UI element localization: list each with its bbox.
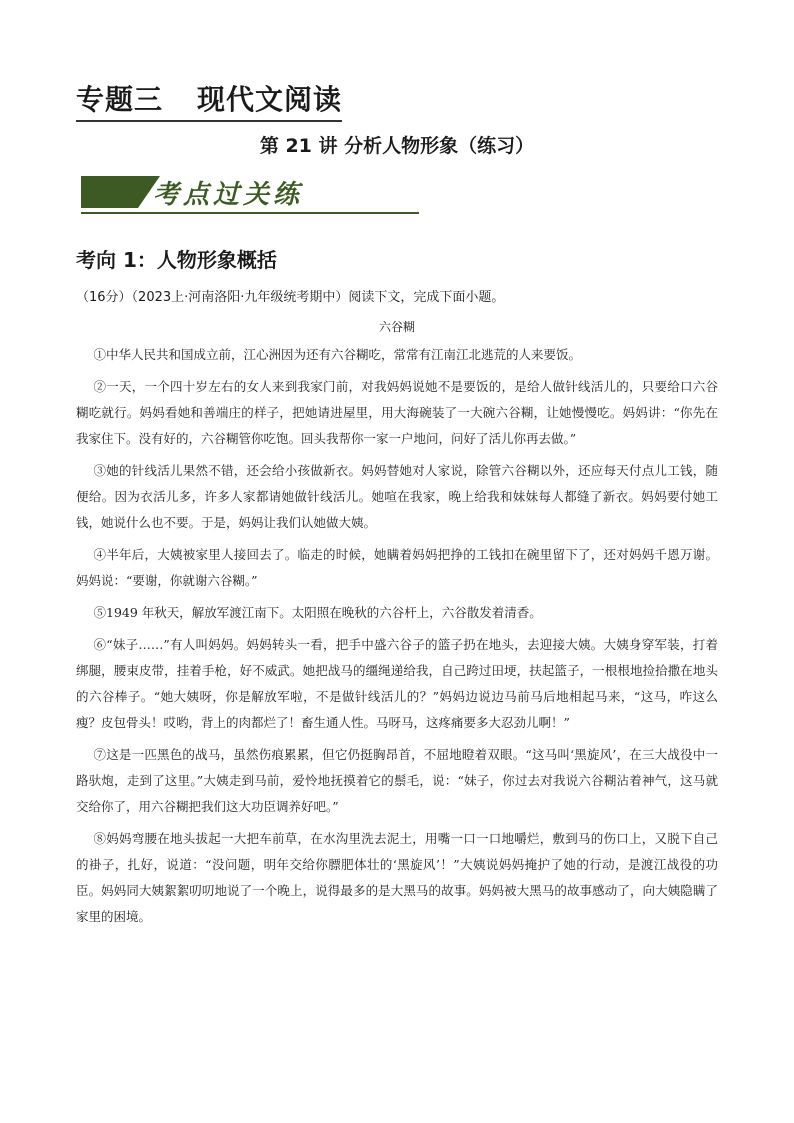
paragraph: ⑥“妹子……”有人叫妈妈。妈妈转头一看，把手中盛六谷子的篮子扔在地头，去迎接大姨。大姨身穿军装，打着绑腿，腰束皮带，挂着手枪，好不威武。她把战马的缰绳递给我，自己跨过田埂，扶起篮子，一根根地捡拾撒在地头的六谷棒子。“她大姨呀，你是解放军啦，不是做针线活儿的？”妈妈边说边马前马后地相起马来，“这马，咋这么瘦？皮包骨头！哎哟，背上的肉都烂了！畜生通人性。马呀马，这疼痛要多大忍劲儿啊！” (76, 637, 718, 730)
lecture-title: 第 21 讲 分析人物形象（练习） (259, 135, 535, 157)
paragraph: ⑧妈妈弯腰在地头拔起一大把车前草，在水沟里洗去泥土，用嘴一口一口地嚼烂，敷到马的伤口上，又脱下自己的褂子，扎好，说道：“没问题，明年交给你膘肥体壮的‘黑旋风’！”大姨说妈妈掩护了她的行动，是渡江战役的功臣。妈妈同大姨絮絮叨叨地说了一个晚上，说得最多的是大黑马的故事。妈妈被大黑马的故事感动了，向大姨隐瞒了家里的困境。 (76, 831, 718, 924)
banner-label: 考点过关练 (153, 180, 304, 210)
subject-label: 现代文阅读 (197, 83, 343, 116)
paragraph: ④半年后，大姨被家里人接回去了。临走的时候，她瞒着妈妈把挣的工钱扣在碗里留下了，还对妈妈千恩万谢。妈妈说：“要谢，你就谢六谷糊。” (76, 547, 718, 588)
passage-title: 六谷糊 (378, 320, 415, 334)
paragraph: ⑤1949 年秋天，解放军渡江南下。太阳照在晚秋的六谷杆上，六谷散发着清香。 (93, 605, 542, 620)
paragraph: ②一天，一个四十岁左右的女人来到我家门前，对我妈妈说她不是要饭的，是给人做针线活儿的，只要给口六谷糊吃就行。妈妈看她和善端庄的样子，把她请进屋里，用大海碗装了一大碗六谷糊，让她慢慢吃。妈妈讲：“你先在我家住下。没有好的，六谷糊管你吃饱。回头我帮你一家一户地问，问好了活儿你再去做。” (76, 379, 718, 446)
paragraph: ①中华人民共和国成立前，江心洲因为还有六谷糊吃，常常有江南江北逃荒的人来要饭。 (93, 347, 582, 362)
section-title: 考向 1：人物形象概括 (76, 248, 277, 272)
banner-block (81, 176, 138, 208)
paragraph: ③她的针线活儿果然不错，还会给小孩做新衣。妈妈替她对人家说，除管六谷糊以外，还应每天付点儿工钱，随便给。因为衣活儿多，许多人家都请她做针线活儿。她喧在我家，晚上给我和妹妹每人都缝了新衣。妈妈要付她工钱，她说什么也不要。于是，妈妈让我们认她做大姨。 (76, 463, 718, 530)
page-header (76, 78, 342, 122)
section-banner (81, 172, 419, 216)
paragraph: ⑦这是一匹黑色的战马，虽然伤痕累累，但它仍挺胸昂首，不屈地瞪着双眼。“这马叫‘黑旋风’，在三大战役中一路驮炮，走到了这里。”大姨走到马前，爱怜地抚摸着它的鬃毛，说：“妹子，你过去对我说六谷糊沾着神气，这马就交给你了，用六谷糊把我们这大功臣调养好吧。” (76, 747, 718, 814)
passage-body (76, 342, 718, 936)
question-intro: （16分）（2023上·河南洛阳·九年级统考期中）阅读下文，完成下面小题。 (76, 290, 505, 305)
banner-underline (81, 212, 419, 214)
topic-label: 专题三 (76, 83, 164, 116)
